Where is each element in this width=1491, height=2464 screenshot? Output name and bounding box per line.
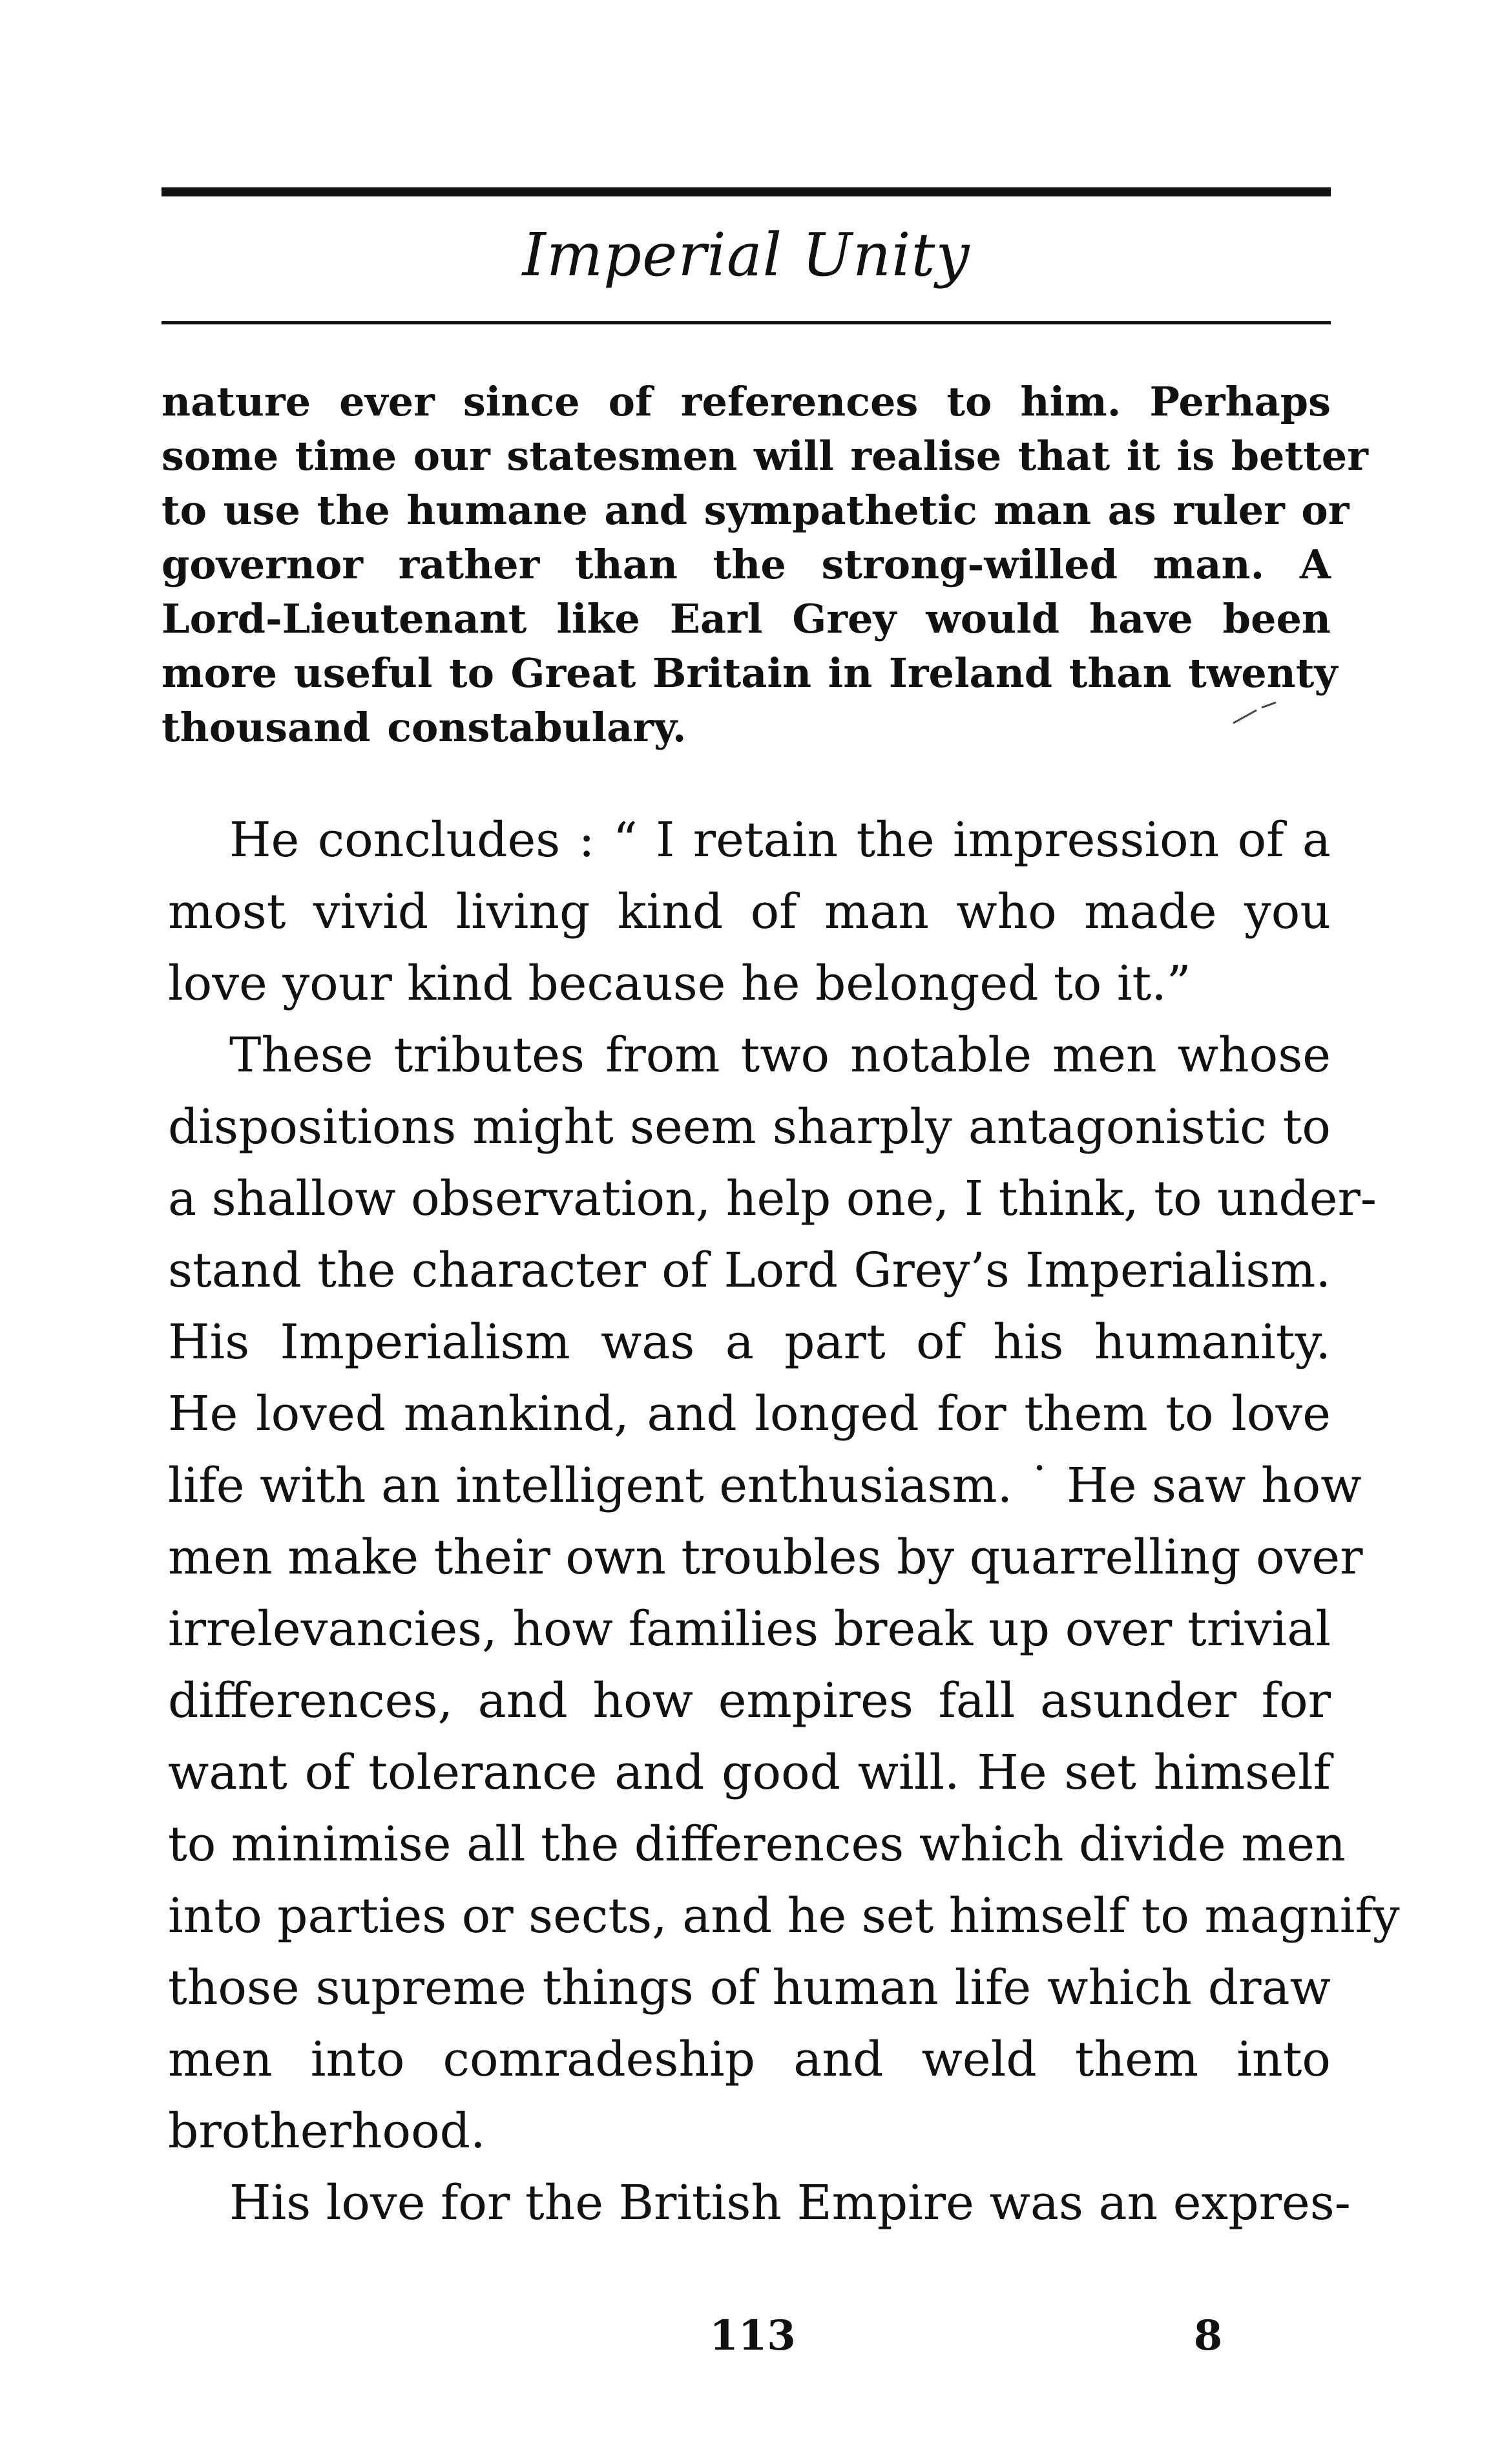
text-line: brotherhood.: [168, 2103, 486, 2159]
text-line: Lord-Lieutenant like Earl Grey would have been: [162, 595, 1331, 642]
continued-paragraph: [162, 375, 1368, 755]
text-line: His Imperialism was a part of his humanity.: [168, 1314, 1331, 1370]
paragraph-tributes: [168, 1020, 1400, 2167]
text-line: some time our statesmen will realise that it is better: [162, 432, 1368, 479]
text-line: nature ever since of references to him. Perhaps: [162, 378, 1331, 425]
text-line: stand the character of Lord Grey’s Imperialism.: [168, 1243, 1331, 1298]
text-line: men into comradeship and weld them into: [168, 2032, 1331, 2087]
text-line: men make their own troubles by quarrelling over: [168, 1530, 1363, 1585]
text-line: more useful to Great Britain in Ireland than twenty: [162, 649, 1338, 697]
page-number: 113: [709, 2311, 796, 2360]
text-line: thousand constabulary.: [162, 704, 687, 751]
text-line: dispositions might seem sharply antagonistic to: [168, 1099, 1331, 1155]
text-line: He loved mankind, and longed for them to love: [168, 1386, 1331, 1442]
header-rule-thick: [162, 187, 1331, 196]
paragraph-empire: [168, 2167, 1351, 2239]
header-rule-thin: [162, 321, 1331, 324]
text-line: a shallow observation, help one, I think, to under-: [168, 1171, 1377, 1227]
text-line: most vivid living kind of man who made you: [168, 884, 1331, 940]
text-line: into parties or sects, and he set himself to magnify: [168, 1888, 1400, 1944]
text-line: to minimise all the differences which divide men: [168, 1816, 1346, 1872]
running-head: Imperial Unity: [522, 220, 970, 290]
text-line: He concludes : “ I retain the impression of a: [229, 812, 1331, 868]
text-line: want of tolerance and good will. He set himself: [168, 1745, 1331, 1800]
text-line: His love for the British Empire was an expres-: [229, 2175, 1351, 2231]
text-line: to use the humane and sympathetic man as ruler or: [162, 487, 1350, 534]
text-line: life with an intelligent enthusiasm. ˙ He saw how: [168, 1458, 1362, 1513]
signature-mark: 8: [1193, 2311, 1223, 2360]
paragraph-conclusion: [168, 805, 1331, 1020]
main-text: [168, 805, 1400, 2239]
text-line: governor rather than the strong-willed man. A: [162, 541, 1331, 588]
text-line: those supreme things of human life which draw: [168, 1960, 1331, 2016]
text-line: These tributes from two notable men whose: [229, 1027, 1331, 1083]
pencil-mark-icon: [1231, 701, 1282, 727]
text-line: irrelevancies, how families break up over trivial: [168, 1601, 1331, 1657]
text-line: differences, and how empires fall asunder for: [168, 1673, 1331, 1729]
text-line: love your kind because he belonged to it.”: [168, 956, 1191, 1011]
